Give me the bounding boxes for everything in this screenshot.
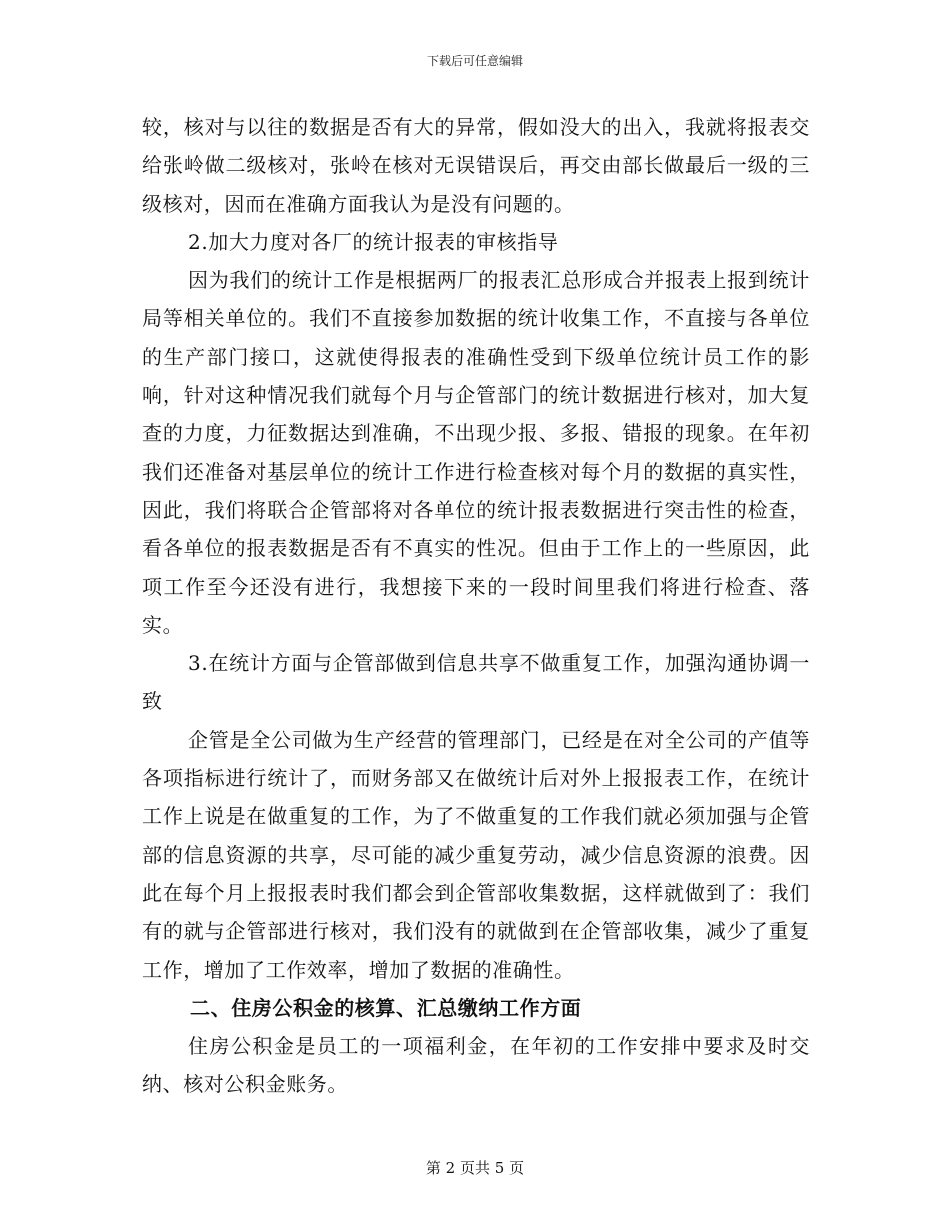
subheading-2: 2.加大力度对各厂的统计报表的审核指导 — [188, 229, 559, 254]
document-body — [142, 108, 810, 1104]
paragraph-housing-fund: 住房公积金是员工的一项福利金，在年初的工作安排中要求及时交纳、核对公积金账务。 — [142, 1034, 810, 1097]
page-footer: 第 2 页共 5 页 — [425, 1159, 525, 1177]
paragraph-continuation: 较，核对与以往的数据是否有大的异常，假如没大的出入，我就将报表交给张岭做二级核对，张岭在核对无误错误后，再交由部长做最后一级的三级核对，因而在准确方面我认为是没有问题的。 — [142, 115, 810, 216]
section-heading-housing-fund: 二、住房公积金的核算、汇总缴纳工作方面 — [190, 995, 582, 1020]
subheading-3: 3.在统计方面与企管部做到信息共享不做重复工作，加强沟通协调一致 — [142, 651, 810, 714]
paragraph-statistics-review: 因为我们的统计工作是根据两厂的报表汇总形成合并报表上报到统计局等相关单位的。我们不直接参加数据的统计收集工作，不直接与各单位的生产部门接口，这就使得报表的准确性受到下级单位统计员工作的影响，针对这种情况我们就每个月与企管部门的统计数据进行核对，加大复查的力度，力征数据达到准确，不出现少报、多报、错报的现象。在年初我们还准备对基层单位的统计工作进行检查核对每个月的数据的真实性，因此，我们将联合企管部将对各单位的统计报表数据进行突击性的检查，看各单位的报表数据是否有不真实的性况。但由于工作上的一些原因，此项工作至今还没有进行，我想接下来的一段时间里我们将进行检查、落实。 — [142, 268, 810, 637]
paragraph-info-sharing: 企管是全公司做为生产经营的管理部门，已经是在对全公司的产值等各项指标进行统计了，而财务部又在做统计后对外上报报表工作，在统计工作上说是在做重复的工作，为了不做重复的工作我们就必须加强与企管部的信息资源的共享，尽可能的减少重复劳动，减少信息资源的浪费。因此在每个月上报报表时我们都会到企管部收集数据，这样就做到了：我们有的就与企管部进行核对，我们没有的就做到在企管部收集，减少了重复工作，增加了工作效率，增加了数据的准确性。 — [142, 727, 810, 982]
page-header: 下载后可任意编辑 — [426, 54, 523, 68]
